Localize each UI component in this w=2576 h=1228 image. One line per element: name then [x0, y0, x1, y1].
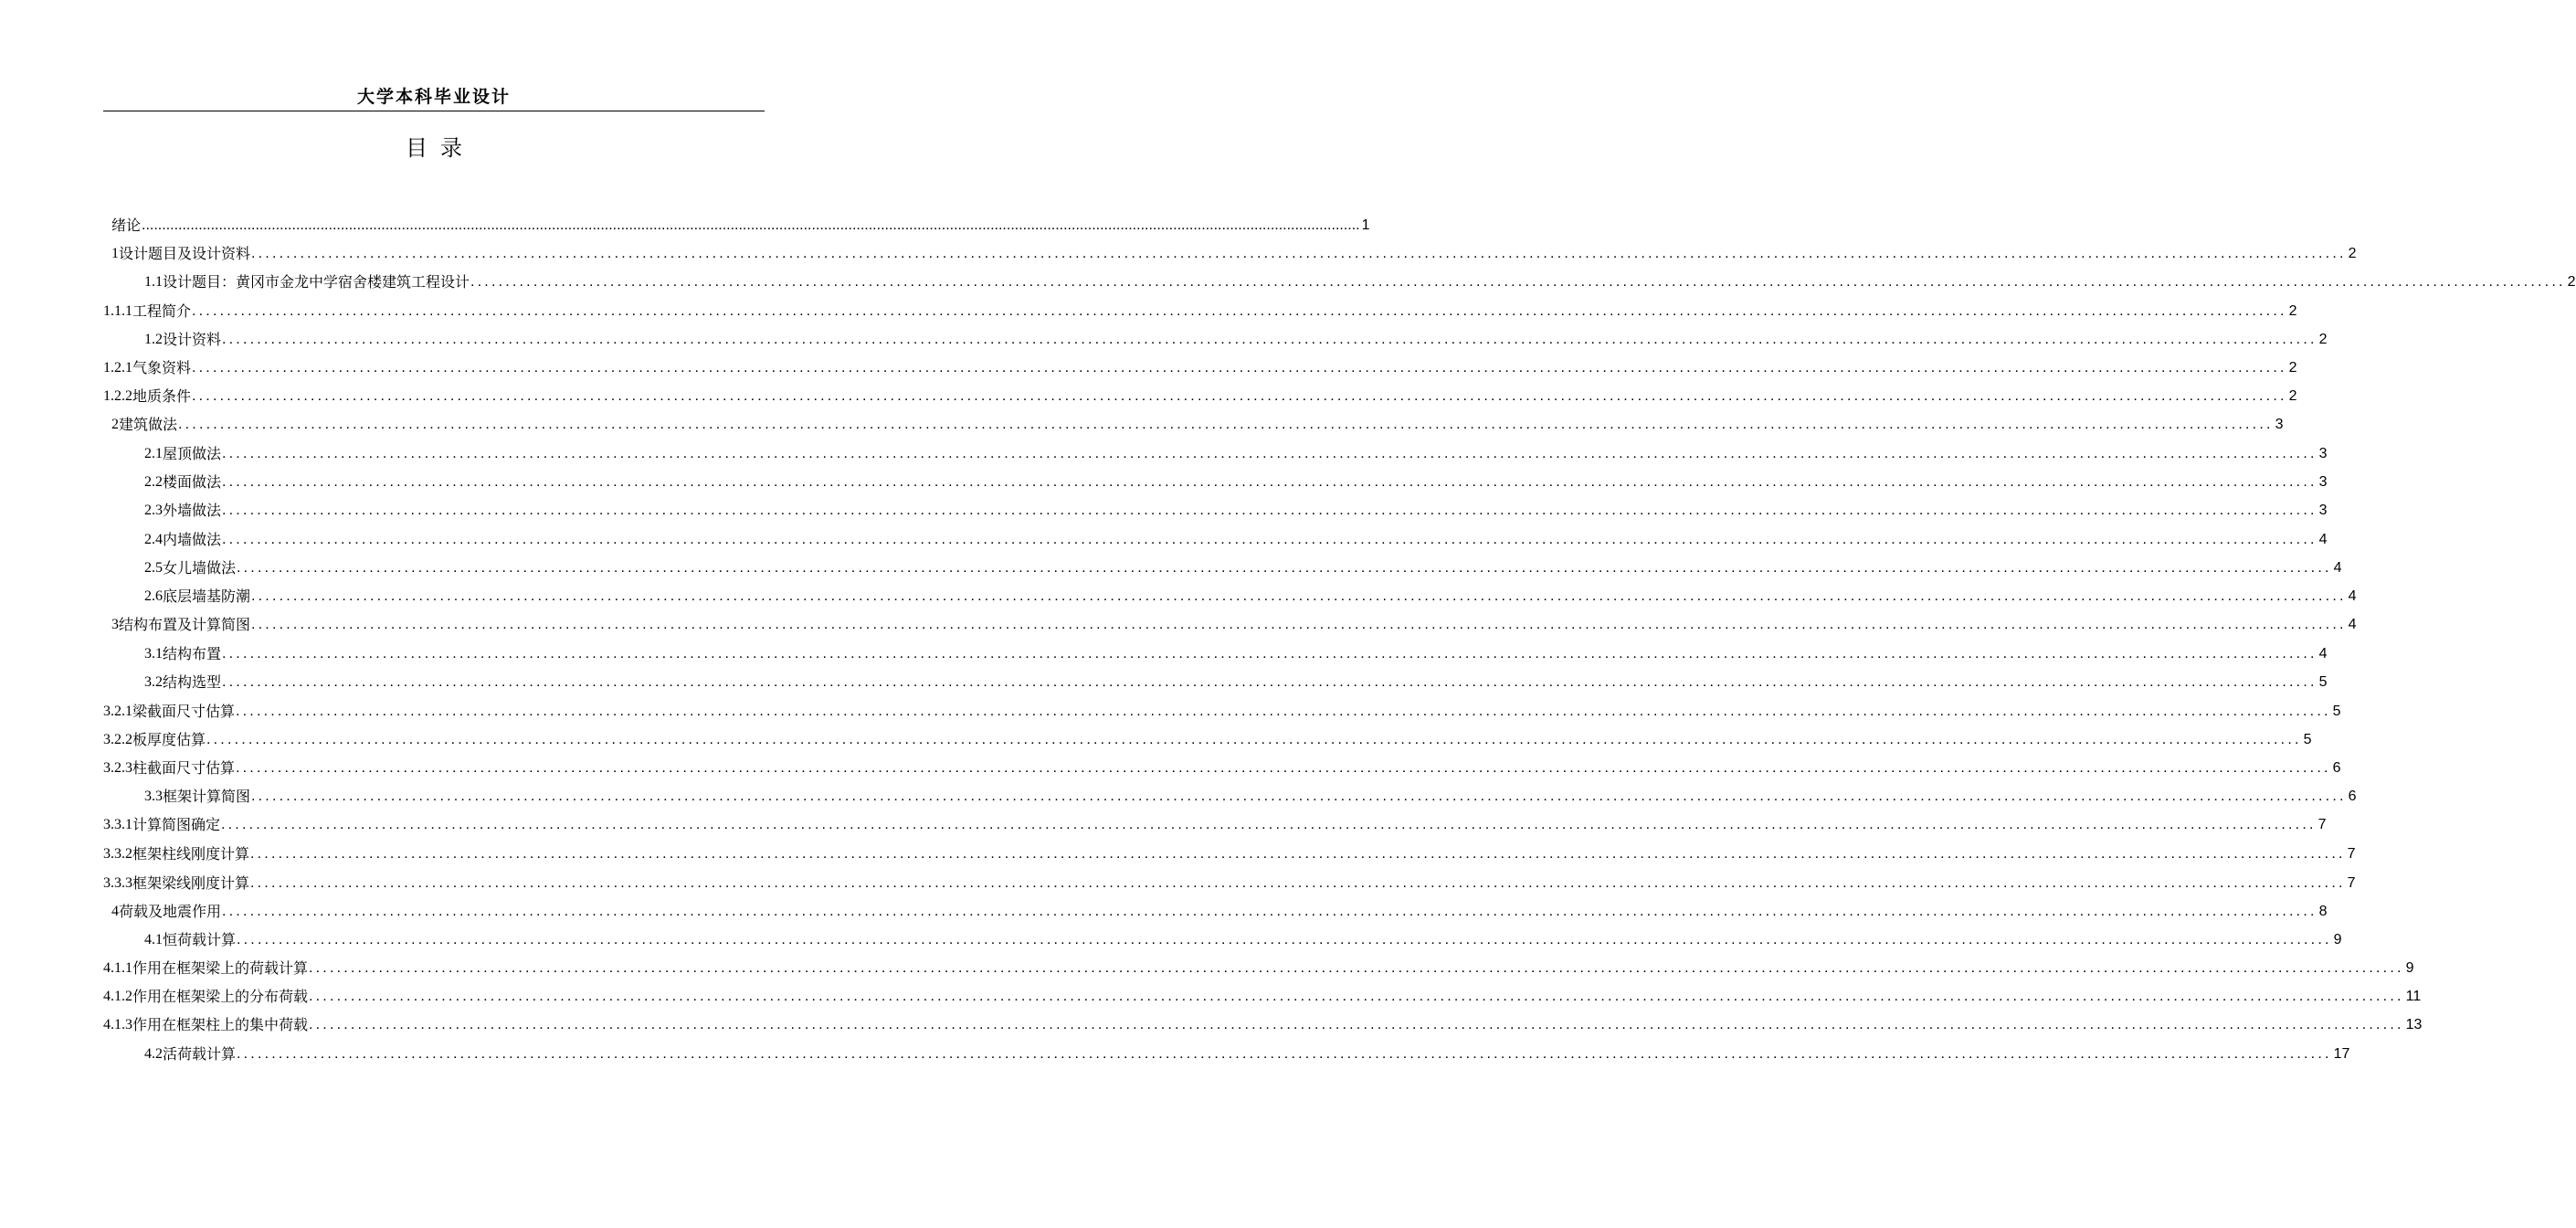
toc-title-char-1: 目: [406, 135, 428, 161]
toc-entry[interactable]: [144, 928, 2342, 950]
dot-leader: ............................................................................................................................................................................................................................................................................................................: [142, 217, 1360, 233]
toc-entry-number: 4.1.1: [103, 960, 132, 976]
toc-entry[interactable]: [111, 413, 2284, 435]
dot-leader: ............................................................................................................................................................................................................................................................................................................: [309, 1017, 2404, 1032]
toc-entry[interactable]: [144, 556, 2342, 578]
toc-entry-number: 4: [111, 904, 119, 919]
toc-entry-title: 框架计算简图: [163, 788, 251, 805]
toc-entry-title: 外墙做法: [163, 502, 222, 519]
toc-entry-number: 3.3: [144, 789, 163, 804]
toc-entry-page: 2: [2318, 332, 2328, 347]
toc-entry-title: 设计题目：黄冈市金龙中学宿舍楼建筑工程设计: [163, 273, 470, 291]
dot-leader: ............................................................................................................................................................................................................................................................................................................: [237, 1046, 2332, 1062]
toc-entry[interactable]: [144, 270, 2576, 292]
toc-entry-title: 恒荷载计算: [163, 931, 237, 948]
toc-entry[interactable]: [111, 214, 1370, 236]
dot-leader: ............................................................................................................................................................................................................................................................................................................: [250, 846, 2346, 862]
toc-entry-number: 3.3.2: [103, 846, 132, 862]
toc-entry-number: 4.1.2: [103, 989, 132, 1004]
toc-entry-number: 4.1.3: [103, 1017, 132, 1032]
dot-leader: ............................................................................................................................................................................................................................................................................................................: [222, 532, 2317, 547]
dot-leader: ............................................................................................................................................................................................................................................................................................................: [178, 417, 2274, 432]
toc-entry-page: 6: [2348, 789, 2357, 804]
toc-entry-page: 1: [1361, 217, 1370, 233]
toc-entry[interactable]: [111, 613, 2357, 635]
toc-entry-page: 3: [2275, 417, 2284, 432]
toc-entry-number: 2.4: [144, 532, 163, 547]
dot-leader: ............................................................................................................................................................................................................................................................................................................: [250, 875, 2346, 891]
toc-entry-title: 内墙做法: [163, 531, 222, 548]
toc-entry-number: 3.2.1: [103, 704, 132, 719]
toc-entry-title: 地质条件: [132, 387, 192, 405]
toc-entry[interactable]: [111, 900, 2328, 922]
toc-entry-page: 7: [2317, 817, 2327, 832]
toc-entry[interactable]: [103, 728, 2312, 750]
toc-entry-number: 3.2.2: [103, 732, 132, 747]
toc-entry-page: 11: [2405, 989, 2422, 1004]
toc-entry[interactable]: [103, 1013, 2423, 1035]
toc-entry-number: 2.1: [144, 446, 163, 461]
toc-entry-number: 1.1.1: [103, 303, 132, 319]
toc-entry-title: 结构布置: [163, 645, 222, 662]
toc-entry-title: 结构布置及计算简图: [119, 616, 251, 633]
toc-entry-page: 8: [2318, 904, 2328, 919]
toc-entry-page: 2: [2567, 274, 2576, 290]
toc-entry-page: 3: [2318, 503, 2328, 518]
toc-entry[interactable]: [103, 356, 2297, 378]
toc-entry-page: 7: [2347, 846, 2356, 862]
toc-entry-page: 5: [2303, 732, 2312, 747]
toc-entry-number: 4.1: [144, 932, 163, 947]
toc-entry-number: 2.3: [144, 503, 163, 518]
toc-entry-page: 9: [2333, 932, 2342, 947]
dot-leader: ............................................................................................................................................................................................................................................................................................................: [251, 246, 2347, 261]
toc-entry-page: 2: [2288, 360, 2297, 376]
toc-entry-title: 设计题目及设计资料: [119, 245, 251, 262]
dot-leader: ............................................................................................................................................................................................................................................................................................................: [236, 704, 2331, 719]
dot-leader: ............................................................................................................................................................................................................................................................................................................: [251, 617, 2347, 632]
toc-entry[interactable]: [144, 785, 2357, 807]
toc-entry-page: 2: [2288, 388, 2297, 404]
toc-entry-page: 3: [2318, 446, 2328, 461]
toc-entry[interactable]: [103, 813, 2327, 835]
toc-entry[interactable]: [144, 442, 2328, 464]
toc-entry-page: 6: [2332, 760, 2341, 776]
toc-entry-number: 4.2: [144, 1046, 163, 1062]
toc-entry-title: 梁截面尺寸估算: [132, 703, 236, 720]
toc-entry-title: 作用在框架柱上的集中荷载: [132, 1016, 309, 1033]
toc-entry-title: 设计资料: [163, 331, 222, 348]
toc-entry[interactable]: [103, 700, 2341, 722]
dot-leader: ............................................................................................................................................................................................................................................................................................................: [237, 932, 2332, 947]
toc-entry-page: 2: [2348, 246, 2357, 261]
toc-entry-number: 3.1: [144, 646, 163, 662]
toc-entry[interactable]: [144, 671, 2328, 693]
toc-entry-page: 17: [2333, 1046, 2350, 1062]
dot-leader: ............................................................................................................................................................................................................................................................................................................: [236, 760, 2331, 776]
dot-leader: ............................................................................................................................................................................................................................................................................................................: [192, 388, 2287, 404]
toc-title: [0, 133, 868, 163]
toc-entry-page: 4: [2318, 532, 2328, 547]
dot-leader: ............................................................................................................................................................................................................................................................................................................: [222, 646, 2317, 662]
toc-entry-title: 气象资料: [132, 359, 192, 376]
toc-entry-number: 3.3.3: [103, 875, 132, 891]
toc-entry-number: 1: [111, 246, 119, 261]
toc-entry-number: 2: [111, 417, 119, 432]
toc-entry[interactable]: [144, 471, 2328, 492]
dot-leader: ............................................................................................................................................................................................................................................................................................................: [222, 446, 2317, 461]
toc-entry-number: 3.2.3: [103, 760, 132, 776]
toc-entry[interactable]: [144, 499, 2328, 521]
dot-leader: ............................................................................................................................................................................................................................................................................................................: [309, 960, 2404, 976]
toc-entry-title: 作用在框架梁上的分布荷载: [132, 988, 309, 1005]
toc-entry-title: 计算简图确定: [132, 816, 221, 833]
toc-entry-title: 楼面做法: [163, 473, 222, 491]
toc-entry[interactable]: [111, 242, 2357, 264]
toc-entry-number: 1.2.1: [103, 360, 132, 376]
toc-entry-title: 作用在框架梁上的荷载计算: [132, 959, 309, 977]
dot-leader: ............................................................................................................................................................................................................................................................................................................: [222, 904, 2317, 919]
toc-entry-page: 5: [2318, 674, 2328, 690]
toc-entry-number: 1.2.2: [103, 388, 132, 404]
toc-entry[interactable]: [103, 300, 2297, 322]
toc-entry[interactable]: [144, 642, 2328, 664]
toc-entry-page: 9: [2405, 960, 2414, 976]
dot-leader: ............................................................................................................................................................................................................................................................................................................: [222, 474, 2317, 490]
toc-entry[interactable]: [144, 1043, 2350, 1064]
toc-entry-number: 3.3.1: [103, 817, 132, 832]
toc-entry-title: 柱截面尺寸估算: [132, 759, 236, 777]
dot-leader: ............................................................................................................................................................................................................................................................................................................: [309, 989, 2404, 1004]
toc-entry-title: 结构选型: [163, 673, 222, 691]
toc-entry-title: 绪论: [111, 217, 142, 234]
toc-entry[interactable]: [103, 985, 2422, 1007]
toc-entry-title: 荷载及地震作用: [119, 903, 222, 920]
dot-leader: ............................................................................................................................................................................................................................................................................................................: [206, 732, 2302, 747]
toc-entry-page: 7: [2347, 875, 2356, 891]
toc-entry-number: 3: [111, 617, 119, 632]
toc-title-char-2: 录: [440, 135, 462, 161]
toc-entry-number: 2.5: [144, 560, 163, 576]
toc-entry[interactable]: [103, 757, 2341, 778]
toc-entry-title: 框架梁线刚度计算: [132, 874, 250, 892]
dot-leader: ............................................................................................................................................................................................................................................................................................................: [221, 817, 2317, 832]
toc-entry-page: 4: [2333, 560, 2342, 576]
toc-entry-number: 1.2: [144, 332, 163, 347]
toc-entry-title: 活荷载计算: [163, 1045, 237, 1063]
toc-entry[interactable]: [103, 872, 2356, 894]
toc-entry-title: 板厚度估算: [132, 731, 206, 748]
dot-leader: ............................................................................................................................................................................................................................................................................................................: [222, 332, 2317, 347]
dot-leader: ............................................................................................................................................................................................................................................................................................................: [251, 588, 2347, 604]
toc-entry[interactable]: [144, 585, 2357, 607]
dot-leader: ............................................................................................................................................................................................................................................................................................................: [222, 674, 2317, 690]
toc-entry[interactable]: [144, 328, 2328, 350]
toc-entry-page: 5: [2332, 704, 2341, 719]
toc-entry-number: 3.2: [144, 674, 163, 690]
toc-entry-number: 2.2: [144, 474, 163, 490]
toc-entry-page: 4: [2318, 646, 2328, 662]
toc-entry-title: 建筑做法: [119, 416, 178, 433]
running-header: 大学本科毕业设计: [356, 87, 511, 107]
toc-entry-page: 3: [2318, 474, 2328, 490]
toc-entry-page: 2: [2288, 303, 2297, 319]
toc-entry-page: 13: [2405, 1017, 2423, 1032]
toc-entry-title: 框架柱线刚度计算: [132, 845, 250, 863]
toc-entry-title: 底层墙基防潮: [163, 588, 251, 605]
toc-entry-page: 4: [2348, 588, 2357, 604]
dot-leader: ............................................................................................................................................................................................................................................................................................................: [237, 560, 2332, 576]
dot-leader: ............................................................................................................................................................................................................................................................................................................: [470, 274, 2566, 290]
dot-leader: ............................................................................................................................................................................................................................................................................................................: [251, 789, 2347, 804]
toc-entry-title: 女儿墙做法: [163, 559, 237, 577]
dot-leader: ............................................................................................................................................................................................................................................................................................................: [192, 303, 2287, 319]
toc-entry-page: 4: [2348, 617, 2357, 632]
toc-entry[interactable]: [144, 528, 2328, 550]
toc-entry-number: 2.6: [144, 588, 163, 604]
toc-entry[interactable]: [103, 385, 2297, 407]
dot-leader: ............................................................................................................................................................................................................................................................................................................: [222, 503, 2317, 518]
toc-entry-title: 屋顶做法: [163, 445, 222, 462]
toc-entry[interactable]: [103, 957, 2414, 979]
toc-entry-title: 工程简介: [132, 302, 192, 320]
toc-entry[interactable]: [103, 842, 2356, 864]
dot-leader: ............................................................................................................................................................................................................................................................................................................: [192, 360, 2287, 376]
toc-entry-number: 1.1: [144, 274, 163, 290]
